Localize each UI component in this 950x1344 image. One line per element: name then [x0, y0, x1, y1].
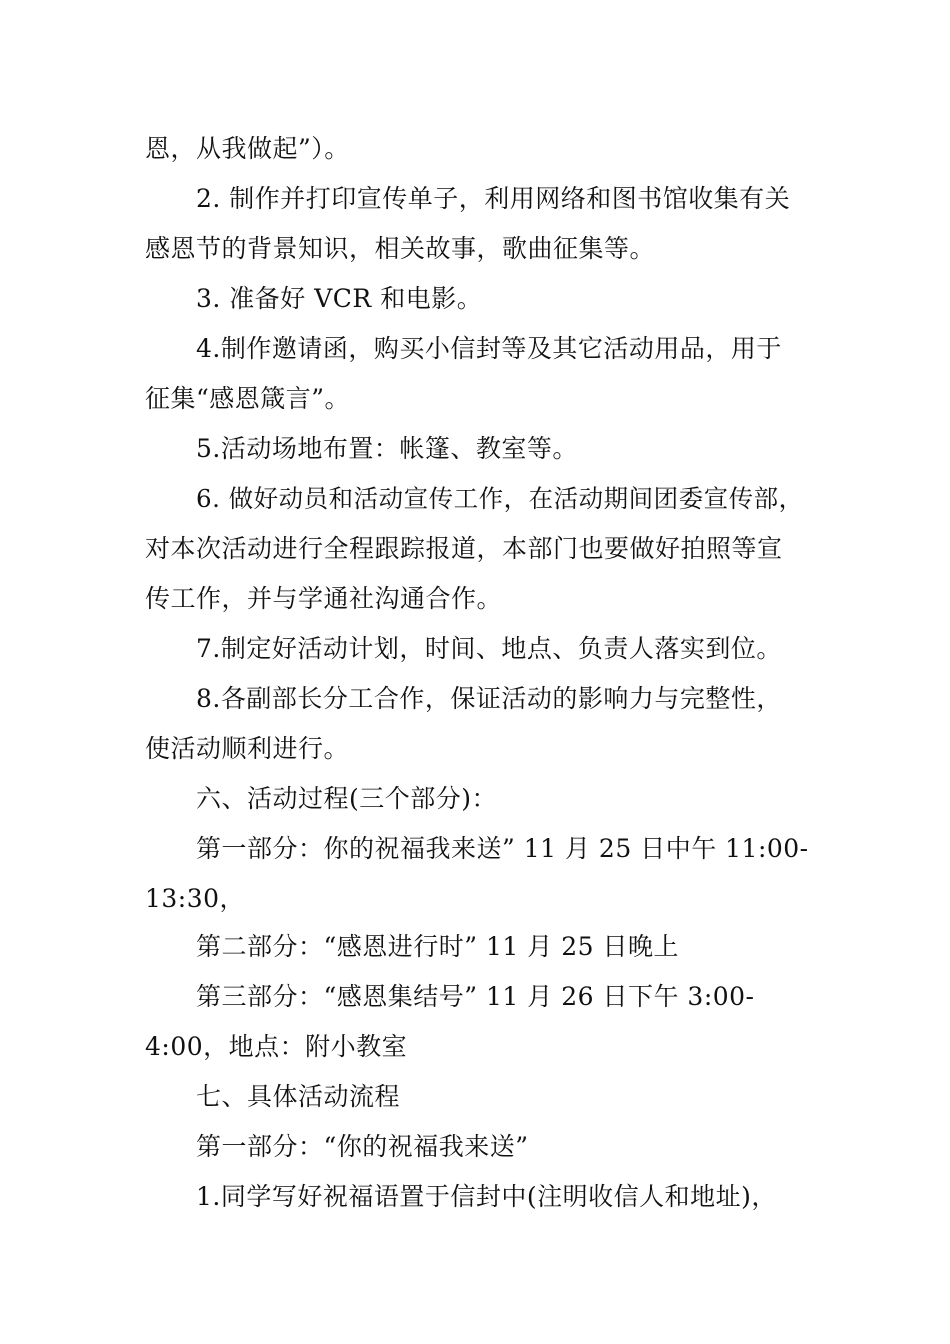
text-line-4: 3. 准备好 VCR 和电影。: [196, 284, 483, 313]
text-line-22: 1.同学写好祝福语置于信封中(注明收信人和地址)，: [196, 1182, 777, 1211]
text-line-11: 7.制定好活动计划，时间、地点、负责人落实到位。: [196, 634, 782, 663]
text-line-21: 第一部分：“你的祝福我来送”: [196, 1132, 529, 1161]
text-line-2: 2. 制作并打印宣传单子，利用网络和图书馆收集有关: [196, 184, 791, 213]
text-line-9: 对本次活动进行全程跟踪报道，本部门也要做好拍照等宣: [145, 534, 783, 563]
text-line-13: 使活动顺利进行。: [145, 734, 350, 763]
section-heading-6: 六、活动过程(三个部分)：: [196, 784, 498, 813]
text-line-3: 感恩节的背景知识，相关故事，歌曲征集等。: [145, 234, 656, 263]
text-line-10: 传工作，并与学通社沟通合作。: [145, 584, 503, 613]
text-line-17: 第二部分：“感恩进行时” 11 月 25 日晚上: [196, 932, 679, 961]
text-line-15: 第一部分：你的祝福我来送” 11 月 25 日中午 11:00-: [196, 834, 809, 863]
section-heading-7: 七、具体活动流程: [196, 1082, 401, 1111]
text-line-1: 恩，从我做起”）。: [145, 134, 350, 163]
text-line-5: 4.制作邀请函，购买小信封等及其它活动用品，用于: [196, 334, 782, 363]
text-line-19: 4:00，地点：附小教室: [145, 1032, 408, 1061]
text-line-6: 征集“感恩箴言”。: [145, 384, 351, 413]
text-line-7: 5.活动场地布置：帐篷、教室等。: [196, 434, 578, 463]
text-line-12: 8.各副部长分工合作，保证活动的影响力与完整性，: [196, 684, 782, 713]
text-line-16: 13:30，: [145, 884, 246, 913]
text-line-8: 6. 做好动员和活动宣传工作，在活动期间团委宣传部，: [196, 484, 804, 513]
text-line-18: 第三部分：“感恩集结号” 11 月 26 日下午 3:00-: [196, 982, 755, 1011]
